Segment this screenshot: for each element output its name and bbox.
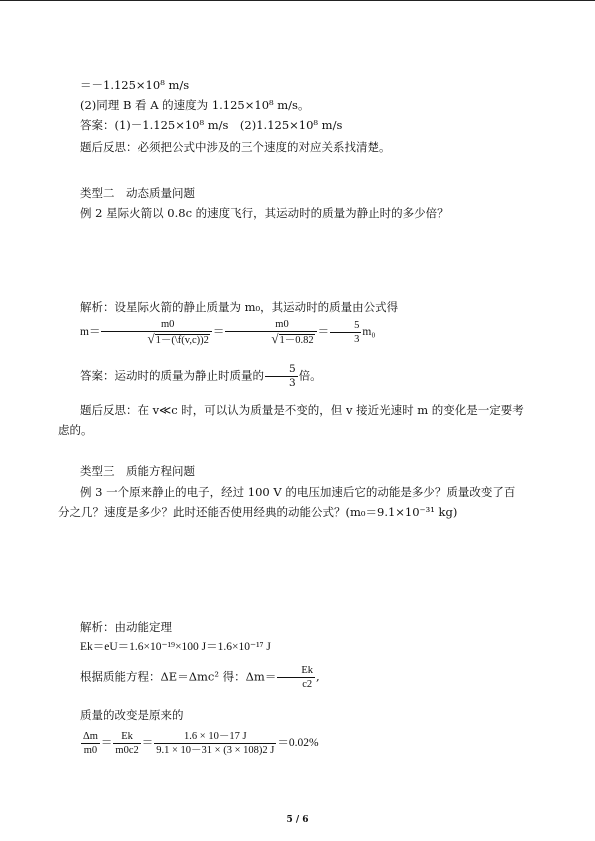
mass-den: c2 xyxy=(302,679,313,690)
fraction xyxy=(265,363,298,390)
fraction xyxy=(277,664,315,691)
result-line: ＝－1.125×10⁸ m/s xyxy=(80,78,190,92)
part2-line: (2)同理 B 看 A 的速度为 1.125×10⁸ m/s。 xyxy=(80,98,310,112)
eq2-eq: ＝ xyxy=(317,326,330,339)
solution-3-intro: 解析：由动能定理 xyxy=(80,620,172,634)
fin-tail: ＝0.02% xyxy=(277,737,319,750)
mass-suffix: , xyxy=(316,669,320,684)
fin-f3-den: 9.1 × 10－31 × (3 × 108)2 J xyxy=(156,745,275,756)
kinetic-energy-line: Ek＝eU＝1.6×10⁻¹⁹×100 J＝1.6×10⁻¹⁷ J xyxy=(80,641,271,653)
reflection-2: 题后反思：在 v≪c 时，可以认为质量是不变的，但 v 接近光速时 m 的变化是一定要考虑的。 xyxy=(58,403,524,437)
eq2-f2-den: 1－0.82 xyxy=(279,335,314,346)
fraction xyxy=(113,730,140,757)
section-type2: 类型二 动态质量问题 xyxy=(80,186,195,200)
solution-2-intro: 解析：设星际火箭的静止质量为 m₀，其运动时的质量由公式得 xyxy=(80,300,399,314)
example-3: 例 3 一个原来静止的电子，经过 100 V 的电压加速后它的动能是多少？质量改变了百分之几？速度是多少？此时还能否使用经典的动能公式？(m₀＝9.1×10⁻³¹ kg) xyxy=(58,485,516,519)
equation-2 xyxy=(58,318,375,347)
fin-f1-num: Δm xyxy=(83,731,98,742)
fin-f2-num: Ek xyxy=(113,730,140,744)
reflection-1: 题后反思：必须把公式中涉及的三个速度的对应关系找清楚。 xyxy=(80,140,391,154)
page-number: 5 / 6 xyxy=(286,815,309,825)
eq2-lhs: m＝ xyxy=(80,326,101,339)
mass-energy-line xyxy=(58,664,320,691)
fin-f3-num: 1.6 × 10－17 J xyxy=(154,730,276,744)
answer-2-text: 答案：运动时的质量为静止时质量的 xyxy=(80,368,264,383)
eq2-f3-num: 5 xyxy=(330,319,361,333)
eq2-f3-den: 3 xyxy=(354,334,360,345)
section-type3: 类型三 质能方程问题 xyxy=(80,464,195,478)
fraction xyxy=(154,730,276,757)
final-equation xyxy=(80,730,319,757)
eq2-f1-num: m0 xyxy=(101,318,211,332)
answer-1: 答案：(1)－1.125×10⁸ m/s (2)1.125×10⁸ m/s xyxy=(80,118,343,132)
fraction xyxy=(225,318,316,347)
ans2-den: 3 xyxy=(289,377,296,389)
fraction xyxy=(101,318,211,347)
eq2-f2-num: m0 xyxy=(225,318,316,332)
fin-f2-den: m0c2 xyxy=(115,745,139,756)
ans2-num: 5 xyxy=(265,363,298,377)
answer-2 xyxy=(58,363,322,390)
eq2-f1-den: 1－(\f(v,c))2 xyxy=(155,335,209,346)
eq2-eq: ＝ xyxy=(212,326,225,339)
sqrt-icon: √ xyxy=(147,331,155,346)
fin-eq2: ＝ xyxy=(141,737,154,750)
mass-num: Ek xyxy=(277,664,315,678)
fraction xyxy=(81,730,100,757)
fin-eq1: ＝ xyxy=(100,737,113,750)
eq2-tail: m₀ xyxy=(362,326,376,339)
example-2: 例 2 星际火箭以 0.8c 的速度飞行，其运动时的质量为静止时的多少倍？ xyxy=(80,206,449,220)
answer-2-suffix: 倍。 xyxy=(298,368,322,383)
header-rule xyxy=(0,0,595,1)
fraction xyxy=(330,319,361,346)
mass-energy-text: 根据质能方程：ΔE＝Δmc² 得：Δm＝ xyxy=(80,669,277,684)
sqrt-icon: √ xyxy=(271,331,279,346)
mass-change-intro: 质量的改变是原来的 xyxy=(80,708,184,722)
fin-f1-den: m0 xyxy=(83,745,98,756)
